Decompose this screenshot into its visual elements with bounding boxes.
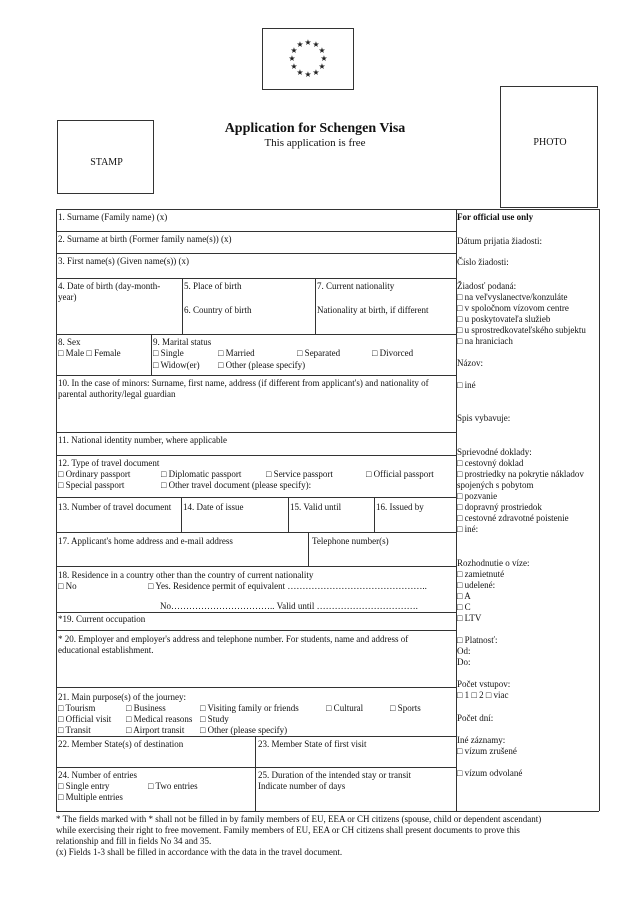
field-21-purpose: 21. Main purpose(s) of the journey: [58,692,186,702]
field-5-place-of-birth[interactable]: 5. Place of birth [184,281,242,291]
official-r3[interactable]: □ A [457,591,471,601]
field-14-date-of-issue[interactable]: 14. Date of issue [183,502,244,512]
purpose-study-checkbox[interactable]: □ Study [200,714,229,724]
field-12-travel-document-type: 12. Type of travel document [58,458,160,468]
field-3-first-name[interactable]: 3. First name(s) (Given name(s)) (x) [58,256,189,266]
svg-text:★: ★ [296,68,304,77]
official-datum: Dátum prijatia žiadosti: [457,236,542,246]
official-spis: Spis vybavuje: [457,413,511,423]
field-2-surname-at-birth[interactable]: 2. Surname at birth (Former family name(s)) (x) [58,234,232,244]
official-passport-checkbox[interactable]: □ Official passport [366,469,434,479]
field-13-document-number[interactable]: 13. Number of travel document [58,502,172,512]
official-doklady: Sprievodné doklady: [457,447,532,457]
svg-text:★: ★ [296,40,304,49]
purpose-sports-checkbox[interactable]: □ Sports [390,703,421,713]
official-z2[interactable]: □ vízum odvolané [457,768,523,778]
official-ziadost: Žiadosť podaná: [457,281,517,291]
purpose-business-checkbox[interactable]: □ Business [126,703,166,713]
marital-divorced-checkbox[interactable]: □ Divorced [372,348,414,358]
page-subtitle: This application is free [264,137,366,149]
official-vstupy[interactable]: □ 1 □ 2 □ viac [457,690,509,700]
purpose-transit-checkbox[interactable]: □ Transit [58,725,91,735]
field-9-marital-status: 9. Marital status [153,337,212,347]
official-o3[interactable]: □ u poskytovateľa služieb [457,314,551,324]
official-r5[interactable]: □ LTV [457,613,482,623]
special-passport-checkbox[interactable]: □ Special passport [58,480,125,490]
eu-stars-icon [263,29,353,89]
official-pocet-vstupov: Počet vstupov: [457,679,511,689]
official-do: Do: [457,657,471,667]
field-17-home-address[interactable]: 17. Applicant's home address and e-mail address [58,536,233,546]
ordinary-passport-checkbox[interactable]: □ Ordinary passport [58,469,131,479]
official-d6[interactable]: □ iné: [457,524,479,534]
official-nazov: Názov: [457,358,483,368]
marital-widow-checkbox[interactable]: □ Widow(er) [153,360,200,370]
svg-text:★: ★ [304,70,312,79]
svg-text:★: ★ [318,46,326,55]
official-o4[interactable]: □ u sprostredkovateľského subjektu [457,325,586,335]
field-7-nationality-at-birth[interactable]: Nationality at birth, if different [317,305,429,315]
entries-multiple-checkbox[interactable]: □ Multiple entries [58,792,123,802]
field-10-minors-guardian[interactable]: 10. In the case of minors: Surname, first name, address (if different from applicant's) and nationality of parental authority/legal guardian [58,378,429,399]
official-od: Od: [457,646,471,656]
svg-text:★: ★ [290,46,298,55]
entries-single-checkbox[interactable]: □ Single entry [58,781,110,791]
field-1-surname[interactable]: 1. Surname (Family name) (x) [58,212,168,222]
purpose-other-checkbox[interactable]: □ Other (please specify) [200,725,288,735]
official-d2[interactable]: □ prostriedky na pokrytie nákladov [457,469,584,479]
marital-single-checkbox[interactable]: □ Single [153,348,184,358]
other-travel-document-checkbox[interactable]: □ Other travel document (please specify): [161,480,312,490]
official-r2[interactable]: □ udelené: [457,580,496,590]
field-11-national-id[interactable]: 11. National identity number, where applicable [58,435,228,445]
diplomatic-passport-checkbox[interactable]: □ Diplomatic passport [161,469,242,479]
official-z1[interactable]: □ vízum zrušené [457,746,517,756]
official-use-heading: For official use only [457,212,534,222]
official-platnost[interactable]: □ Platnosť: [457,635,498,645]
photo-label: PHOTO [533,137,567,148]
footer-note-1: * The fields marked with * shall not be filled in by family members of EU, EEA or CH citizens (spouse, child or dependent ascendant) [56,814,542,824]
photo-box [500,86,598,208]
duration-days[interactable]: Indicate number of days [258,781,346,791]
purpose-official-visit-checkbox[interactable]: □ Official visit [58,714,112,724]
field-25-duration: 25. Duration of the intended stay or transit [258,770,411,780]
purpose-visiting-checkbox[interactable]: □ Visiting family or friends [200,703,299,713]
page-title: Application for Schengen Visa [224,121,406,136]
field-19-occupation[interactable]: *19. Current occupation [58,614,146,624]
footer-note-4: (x) Fields 1-3 shall be filled in accordance with the data in the travel document. [56,847,343,857]
marital-other-checkbox[interactable]: □ Other (please specify) [218,360,306,370]
field-6-country-of-birth[interactable]: 6. Country of birth [184,305,252,315]
official-ine[interactable]: □ iné [457,380,476,390]
field-23-first-visit[interactable]: 23. Member State of first visit [258,739,367,749]
field-24-entries: 24. Number of entries [58,770,137,780]
official-pocet-dni: Počet dní: [457,713,494,723]
field-4-date-of-birth[interactable]: 4. Date of birth (day-month-year) [58,281,161,302]
entries-two-checkbox[interactable]: □ Two entries [148,781,198,791]
field-8-sex: 8. Sex [58,337,81,347]
svg-text:★: ★ [318,62,326,71]
stamp-label: STAMP [90,157,123,168]
svg-text:★: ★ [288,54,296,63]
official-o2[interactable]: □ v spoločnom vízovom centre [457,303,569,313]
field-22-destination[interactable]: 22. Member State(s) of destination [58,739,184,749]
footer-note-2: while exercising their right to free movement. Family members of EU, EEA or CH citizens shall present documents to prove this [56,825,520,835]
purpose-tourism-checkbox[interactable]: □ Tourism [58,703,96,713]
residence-permit-number[interactable]: No…………………………….. Valid until ……………………………. [160,601,418,611]
official-d4[interactable]: □ dopravný prostriedok [457,502,542,512]
footer-note-3: relationship and fill in fields No 34 and 35. [56,836,212,846]
official-cislo: Číslo žiadosti: [457,257,509,267]
stamp-box [57,120,154,194]
svg-text:★: ★ [312,40,320,49]
purpose-medical-checkbox[interactable]: □ Medical reasons [126,714,193,724]
svg-text:★: ★ [312,68,320,77]
svg-text:★: ★ [304,38,312,47]
official-rozhodnutie: Rozhodnutie o víze: [457,558,530,568]
sex-options[interactable]: □ Male □ Female [58,348,121,358]
purpose-airport-transit-checkbox[interactable]: □ Airport transit [126,725,185,735]
marital-married-checkbox[interactable]: □ Married [218,348,255,358]
eu-flag [262,28,354,90]
residence-no-checkbox[interactable]: □ No [58,581,77,591]
official-d2b: spojených s pobytom [457,480,534,490]
field-7-current-nationality[interactable]: 7. Current nationality [317,281,395,291]
purpose-cultural-checkbox[interactable]: □ Cultural [326,703,364,713]
field-18-residence: 18. Residence in a country other than the country of current nationality [58,570,314,580]
official-r4[interactable]: □ C [457,602,471,612]
svg-text:★: ★ [290,62,298,71]
official-o1[interactable]: □ na veľvyslanectve/konzuláte [457,292,568,302]
field-15-valid-until[interactable]: 15. Valid until [290,502,342,512]
residence-yes-checkbox[interactable]: □ Yes. Residence permit of equivalent ……………………………………….. [148,581,427,591]
service-passport-checkbox[interactable]: □ Service passport [266,469,333,479]
svg-text:★: ★ [320,54,328,63]
official-ine-zaznamy: Iné záznamy: [457,735,506,745]
field-16-issued-by[interactable]: 16. Issued by [376,502,424,512]
marital-separated-checkbox[interactable]: □ Separated [297,348,341,358]
official-o5[interactable]: □ na hraniciach [457,336,513,346]
field-17-telephone[interactable]: Telephone number(s) [312,536,389,546]
official-d1[interactable]: □ cestovný doklad [457,458,524,468]
field-20-employer[interactable]: * 20. Employer and employer's address and telephone number. For students, name and address of educational establishment. [58,634,409,655]
official-r1[interactable]: □ zamietnuté [457,569,505,579]
official-d5[interactable]: □ cestovné zdravotné poistenie [457,513,569,523]
official-d3[interactable]: □ pozvanie [457,491,498,501]
